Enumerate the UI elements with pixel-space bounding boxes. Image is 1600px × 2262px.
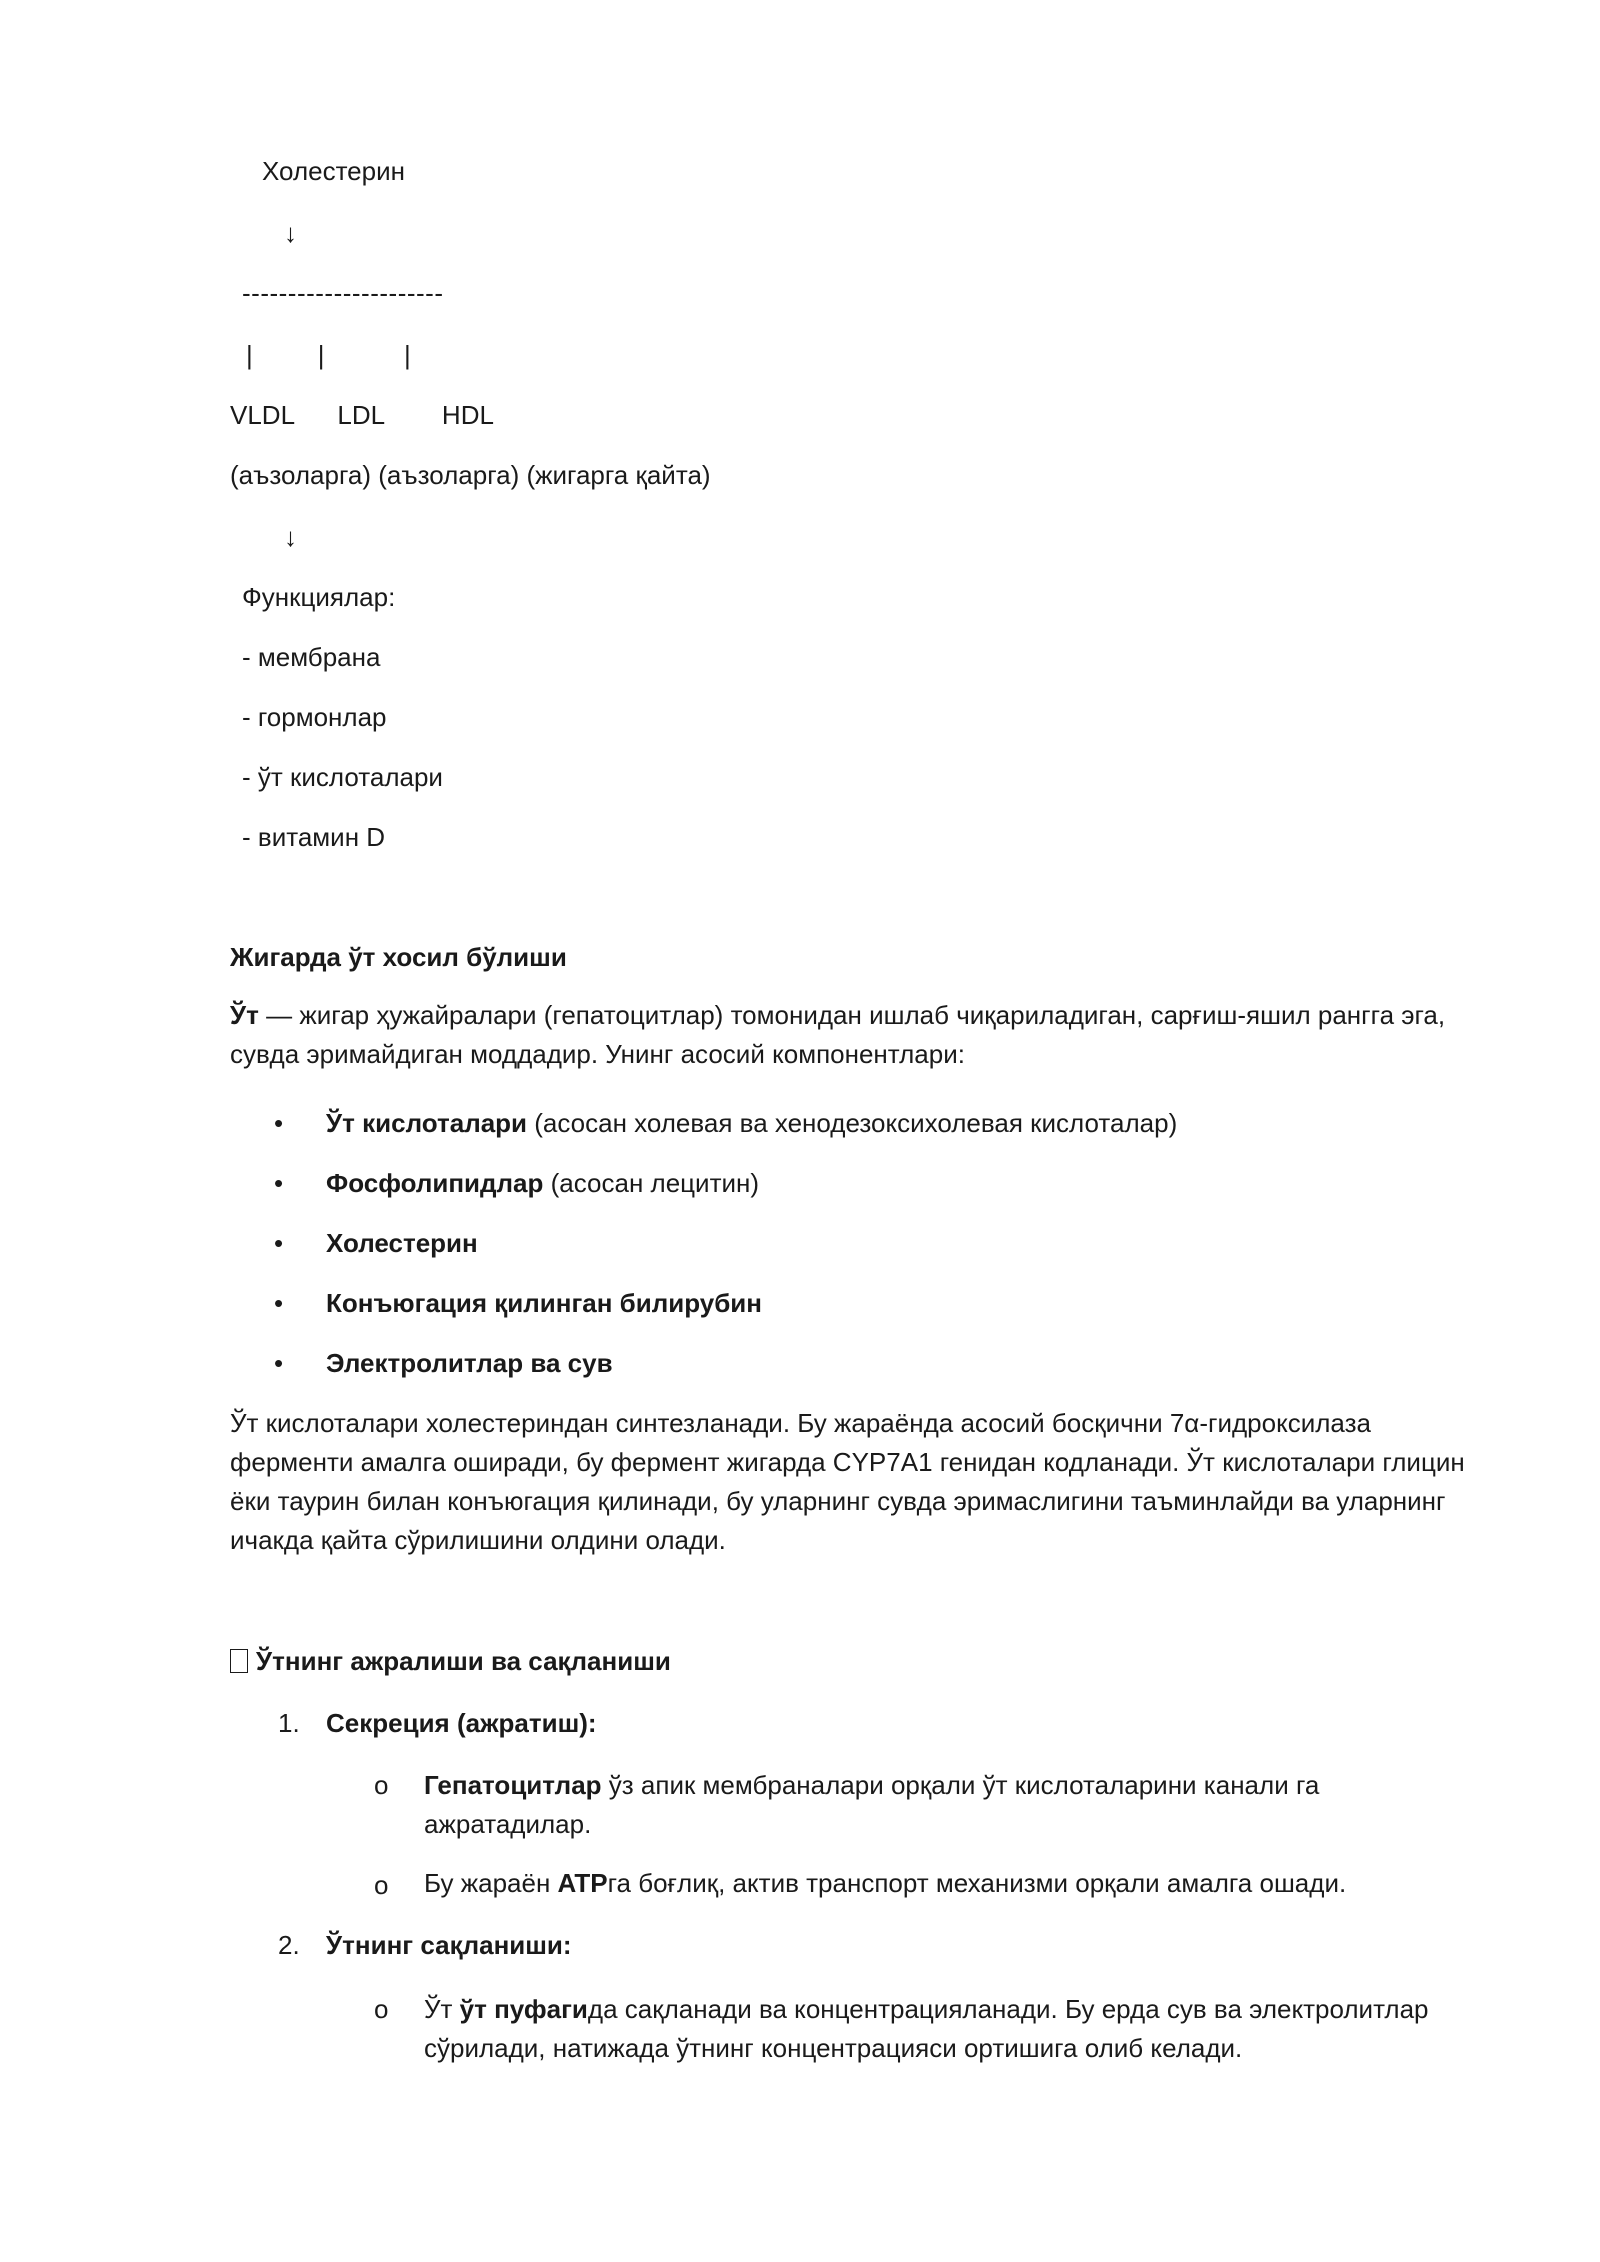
function-item: - мембрана [242, 642, 381, 672]
sublist-term: ўт пуфаги [459, 1994, 588, 2024]
list-item-term: Холестерин [326, 1228, 478, 1258]
placeholder-glyph-icon [230, 1649, 248, 1673]
synthesis-paragraph: Ўт кислоталари холестериндан синтезланади. Бу жараёнда асосий босқични 7α-гидроксилаза ферменти амалга оширади, бу фермент жигарда CYP7A1 генидан кодланади. Ўт кислоталари глицин ёки таурин билан конъюгация қилинади, бу уларнинг сувда эримаслигини таъминлайди ва уларнинг ичакда қайта сўрилишини олдини олади. [230, 1408, 1465, 1555]
list-item-text: (асосан холевая ва хенодезоксихолевая кислоталар) [527, 1108, 1178, 1138]
bullet-icon: • [274, 1108, 284, 1138]
function-item: - витамин D [242, 822, 386, 852]
arrow-down-icon: ↓ [284, 218, 297, 248]
list-number: 2. [278, 1930, 300, 1960]
sublist-text: ўз апик мембраналари орқали ўт кислоталарини канали га ажратадилар. [424, 1770, 1320, 1839]
diagram-divider: ---------------------- [242, 278, 444, 308]
function-item: - ўт кислоталари [242, 762, 443, 792]
sublist-text: Бу жараён [424, 1868, 558, 1898]
sublist-item [424, 1766, 1424, 1844]
list-item [326, 1348, 613, 1378]
circle-bullet-icon: o [374, 1770, 389, 1800]
bullet-icon: • [274, 1348, 284, 1378]
intro-text: — жигар ҳужайралари (гепатоцитлар) томонидан ишлаб чиқариладиган, сарғиш-яшил рангга эга, сувда эримайдиган моддадир. Унинг асосий компонентлари: [230, 1000, 1446, 1069]
bullet-icon: • [274, 1228, 284, 1258]
functions-label: Функциялар: [242, 582, 396, 612]
sublist-text: да сақланади ва концентрацияланади. Бу ерда сув ва электролитлар сўрилади, натижада ўтнинг концентрацияси ортишига олиб келади. [424, 1994, 1429, 2063]
sublist-text: га боғлиқ, актив транспорт механизми орқали амалга ошади. [607, 1868, 1347, 1898]
list-item-text: (асосан лецитин) [543, 1168, 760, 1198]
lipoprotein-types: VLDL LDL HDL [230, 400, 494, 430]
circle-bullet-icon: o [374, 1870, 389, 1900]
section-heading [230, 1646, 671, 1676]
lipoprotein-targets: (аъзоларга) (аъзоларга) (жигарга қайта) [230, 460, 711, 490]
section-intro [230, 996, 1480, 1074]
diagram-pipes: | | | [246, 340, 411, 370]
sublist-text: Ўт [424, 1994, 460, 2024]
bullet-icon: • [274, 1168, 284, 1198]
sublist-item [424, 1868, 1346, 1898]
circle-bullet-icon: o [374, 1994, 389, 2024]
function-item: - гормонлар [242, 702, 387, 732]
list-item-term: Конъюгация қилинган билирубин [326, 1288, 762, 1318]
sublist-term: Гепатоцитлар [424, 1770, 602, 1800]
arrow-down-icon: ↓ [284, 522, 297, 552]
section-heading-text: Ўтнинг ажралиши ва сақланиши [256, 1646, 671, 1676]
intro-term: Ўт [230, 1000, 259, 1030]
sublist-term: ATP [557, 1868, 608, 1898]
list-number: 1. [278, 1708, 300, 1738]
diagram-title: Холестерин [262, 156, 405, 186]
sublist-item [424, 1990, 1484, 2068]
bullet-icon: • [274, 1288, 284, 1318]
section-heading: Жигарда ўт хосил бўлиши [230, 942, 567, 972]
list-item-title: Секреция (ажратиш): [326, 1708, 597, 1738]
list-item-term: Электролитлар ва сув [326, 1348, 613, 1378]
list-item-term: Ўт кислоталари [326, 1108, 528, 1138]
list-item-term: Фосфолипидлар [326, 1168, 544, 1198]
list-item [326, 1288, 762, 1318]
list-item [326, 1228, 478, 1258]
list-item-title: Ўтнинг сақланиши: [326, 1930, 572, 1960]
list-item [326, 1108, 1177, 1138]
list-item [326, 1168, 759, 1198]
